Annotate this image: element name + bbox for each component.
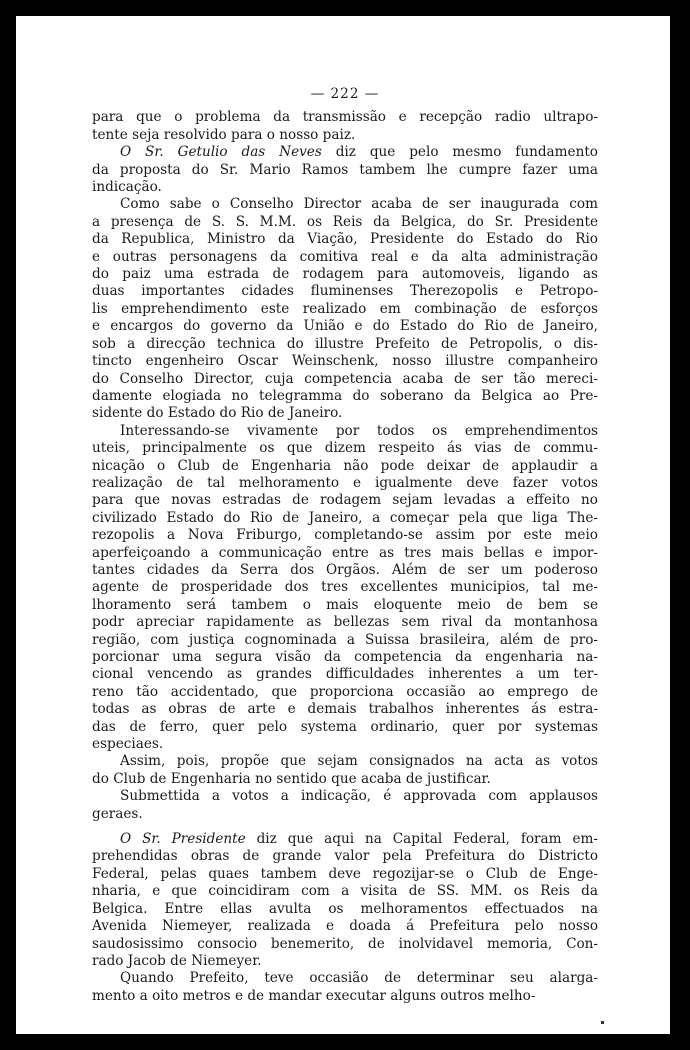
paragraph-p5 [92, 753, 598, 788]
text-line: podr apreciar rapidamente as bellezas sem rival da montanhosa [92, 614, 598, 631]
line-text: diz que pelo mesmo fundamento [321, 144, 598, 161]
text-line: cional vencendo as grandes difficuldades inherentes a um ter- [92, 666, 598, 683]
text-line: sob a direcção technica do illustre Prefeito de Petropolis, o dis- [92, 335, 598, 352]
text-line: a presença de S. S. M.M. os Reis da Belgica, do Sr. Presidente [92, 213, 598, 230]
paragraph-p6 [92, 788, 598, 823]
text-line: tente seja resolvido para o nosso paiz. [92, 126, 356, 143]
text-line: das de ferro, quer pelo systema ordinario, quer por systemas [92, 718, 598, 735]
text-line: do Conselho Director, cuja competencia acaba de ser tão mereci- [92, 370, 598, 387]
text-line: reno tão accidentado, que proporciona occasião ao emprego de [92, 683, 598, 700]
text-line: civilizado Estado do Rio de Janeiro, a começar pela que liga The- [92, 509, 598, 526]
text-line: região, com justiça cognominada a Suissa brasileira, além de pro- [92, 631, 598, 648]
text-line: agente de prosperidade dos tres excellentes municipios, tal me- [92, 579, 598, 596]
text-line: geraes. [92, 805, 143, 822]
scan-speck [601, 1021, 604, 1024]
speaker-name: O Sr. Getulio das Neves [120, 144, 322, 161]
text-line: realização de tal melhoramento e igualmente deve fazer votos [92, 474, 598, 491]
paragraph-p2 [92, 144, 598, 196]
text-line: tincto engenheiro Oscar Weinschenk, nosso illustre companheiro [92, 353, 598, 370]
text-line: nharia, e que coincidiram com a visita de SS. MM. os Reis da [92, 883, 598, 900]
text-line: rado Jacob de Niemeyer. [92, 952, 262, 969]
paragraph-p7 [92, 831, 598, 970]
text-line: todas as obras de arte e demais trabalhos inherentes ás estra- [92, 701, 598, 718]
text-line: porcionar uma segura visão da competencia da engenharia na- [92, 649, 598, 665]
text-line: lis emprehendimento este realizado em combinação de esforços [92, 300, 598, 317]
text-line: Interessando-se vivamente por todos os emprehendimentos [120, 422, 598, 439]
text-line: duas importantes cidades fluminenses Therezopolis e Petropo- [92, 283, 598, 300]
paragraphs [92, 109, 598, 1005]
text-line: da proposta do Sr. Mario Ramos tambem lhe cumpre fazer uma [92, 161, 598, 178]
text-line: Submettida a votos a indicação, é approvada com applausos [120, 788, 598, 805]
text-line: aperfeiçoando a communicação entre as tres mais bellas e impor- [92, 544, 598, 561]
text-line: nicação o Club de Engenharia não pode deixar de applaudir a [92, 457, 598, 474]
text-line: Como sabe o Conselho Director acaba de ser inaugurada com [120, 196, 598, 213]
text-line: prehendidas obras de grande valor pela Prefeitura do Districto [92, 848, 598, 865]
text-line: Belgica. Entre ellas avulta os melhoramentos effectuados na [92, 900, 598, 917]
paragraph-p8 [92, 970, 598, 1005]
page-number: — 222 — [310, 86, 380, 102]
text-line: Avenida Niemeyer, realizada e doada á Prefeitura pelo nosso [92, 918, 598, 935]
text-line: saudosissimo consocio benemerito, de inolvidavel memoria, Con- [92, 935, 598, 952]
paragraph-p4 [92, 423, 598, 754]
text-line: Quando Prefeito, teve occasião de determinar seu alarga- [120, 970, 598, 987]
text-line: rezopolis a Nova Friburgo, completando-se assim por este meio [92, 527, 598, 544]
scanned-page [16, 16, 670, 1034]
text-line [92, 144, 598, 161]
text-line: indicação. [92, 179, 162, 196]
text-line: e outras personagens da comitiva real e da alta administração [92, 248, 598, 265]
line-text: diz que aqui na Capital Federal, foram em- [245, 831, 598, 848]
paragraph-p3 [92, 196, 598, 422]
text-line: da Republica, Ministro da Viação, Presidente do Estado do Rio [92, 231, 598, 248]
text-line: Federal, pelas quaes tambem deve regozijar-se o Club de Enge- [92, 865, 598, 882]
text-line: uteis, principalmente os que dizem respeito ás vias de commu- [92, 440, 598, 457]
paragraph-p1 [92, 109, 598, 144]
text-line: e encargos do governo da União e do Estado do Rio de Janeiro, [92, 318, 598, 335]
text-line: damente elogiada no telegramma do soberano da Belgica ao Pre- [92, 387, 598, 404]
text-line: para que novas estradas de rodagem sejam levadas a effeito no [92, 492, 598, 509]
text-line [92, 831, 598, 848]
text-line: para que o problema da transmissão e recepção radio ultrapo- [92, 109, 598, 126]
text-line: sidente do Estado do Rio de Janeiro. [92, 405, 343, 422]
page-content [92, 86, 598, 1005]
speaker-name: O Sr. Presidente [120, 831, 246, 848]
text-line: tantes cidades da Serra dos Orgãos. Além de ser um poderoso [92, 561, 598, 578]
text-line: do Club de Engenharia no sentido que acaba de justificar. [92, 770, 491, 787]
text-line: especiaes. [92, 736, 164, 753]
text-line: do paiz uma estrada de rodagem para automoveis, ligando as [92, 266, 598, 283]
text-line: Assim, pois, propõe que sejam consignados na acta as votos [120, 753, 598, 770]
text-line: lhoramento será tambem o mais eloquente meio de bem se [92, 596, 598, 613]
text-line: mento a oito metros e de mandar executar alguns outros melho- [92, 987, 536, 1004]
